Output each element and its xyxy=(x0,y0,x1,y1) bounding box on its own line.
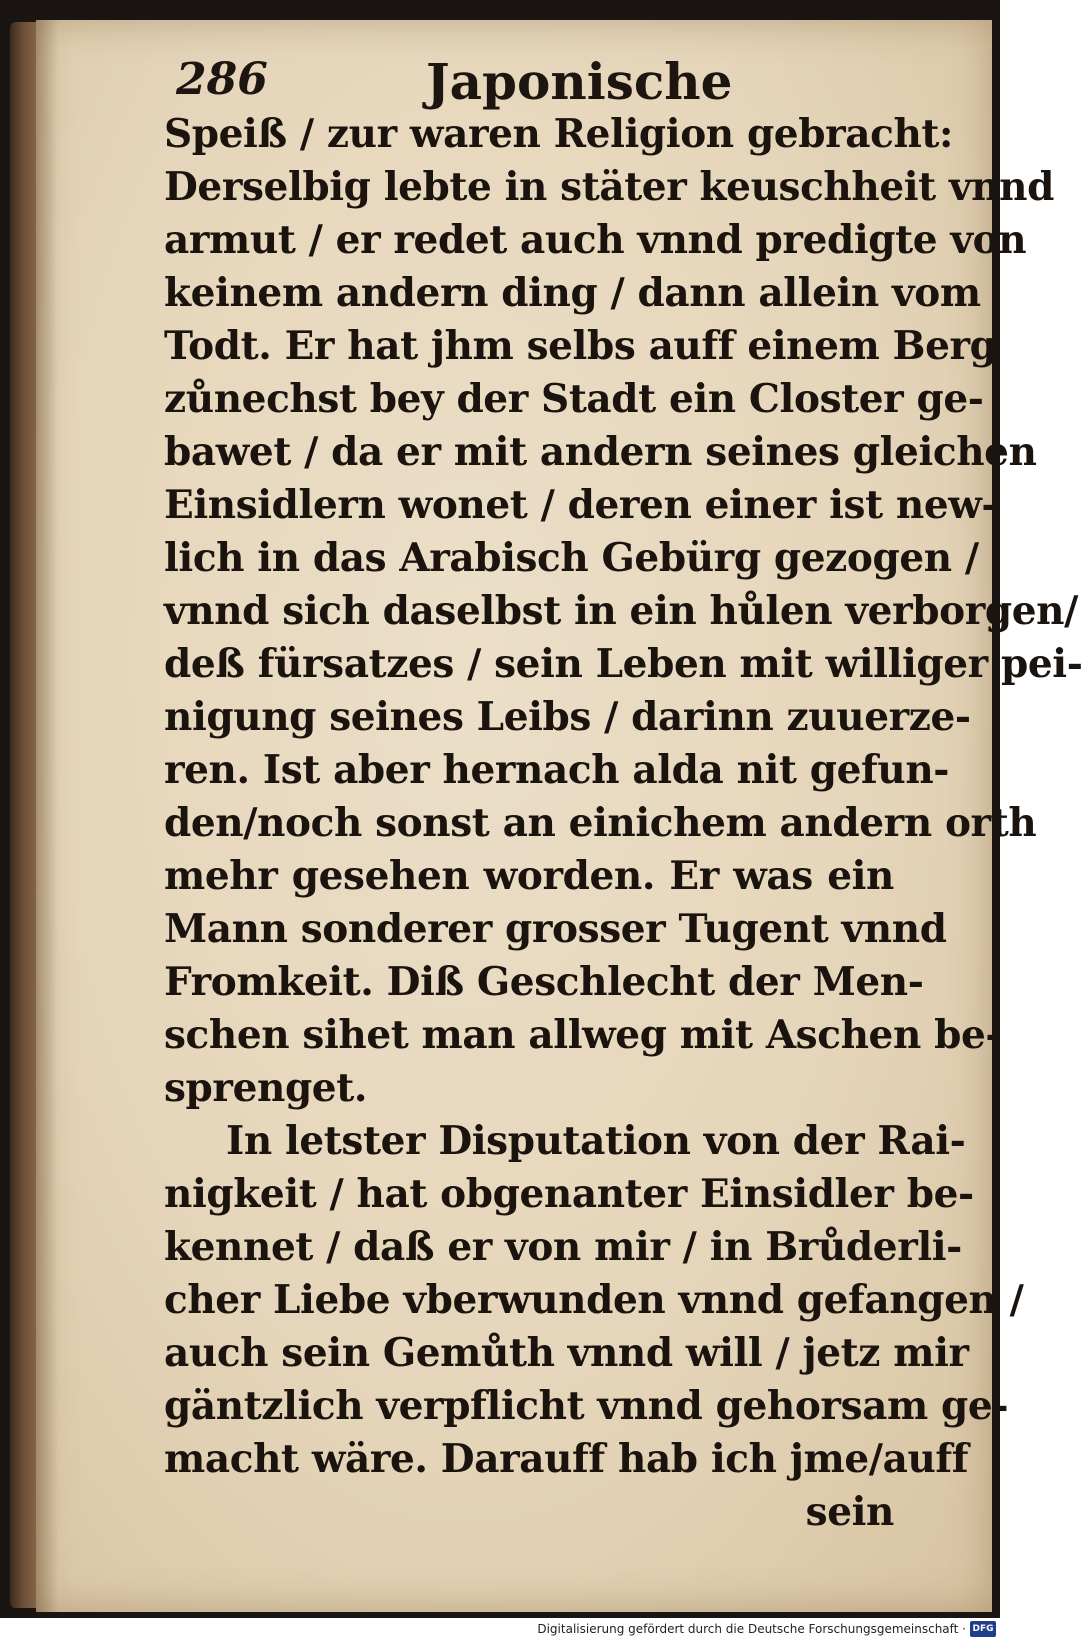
text-line: schen sihet man allweg mit Aschen be- xyxy=(164,1012,1002,1058)
digitization-footer xyxy=(0,1618,1000,1642)
text-line: Todt. Er hat jhm selbs auff einem Berg xyxy=(164,323,997,369)
text-line: den/noch sonst an einichem andern orth xyxy=(164,800,1037,846)
text-line: nigung seines Leibs / darinn zuuerze- xyxy=(164,694,971,740)
page-number: 286 xyxy=(176,54,268,105)
book-page xyxy=(36,20,1083,1612)
text-line: cher Liebe vberwunden vnnd gefangen / xyxy=(164,1277,1024,1323)
text-line: mehr gesehen worden. Er was ein xyxy=(164,853,894,899)
dfg-logo-icon: DFG xyxy=(970,1621,996,1637)
text-line: armut / er redet auch vnnd predigte von xyxy=(164,217,1027,263)
text-line: Derselbig lebte in stäter keuschheit vnnd xyxy=(164,164,1055,210)
text-line: bawet / da er mit andern seines gleichen xyxy=(164,429,1037,475)
paragraph-start-line: In letster Disputation von der Rai- xyxy=(226,1118,966,1164)
text-line: lich in das Arabisch Gebürg gezogen / xyxy=(164,535,979,581)
text-line: zůnechst bey der Stadt ein Closter ge- xyxy=(164,376,984,422)
text-line: Einsidlern wonet / deren einer ist new- xyxy=(164,482,998,528)
text-line: Speiß / zur waren Religion gebracht: xyxy=(164,111,954,157)
catchword: sein xyxy=(805,1489,894,1535)
text-line: vnnd sich daselbst in ein hůlen verborgen/ xyxy=(164,588,1078,634)
paragraph-end-line: sprenget. xyxy=(164,1065,368,1111)
text-line: kennet / daß er von mir / in Brůderli- xyxy=(164,1224,962,1270)
text-line: nigkeit / hat obgenanter Einsidler be- xyxy=(164,1171,974,1217)
body-text xyxy=(164,108,1083,1539)
text-line: Fromkeit. Diß Geschlecht der Men- xyxy=(164,959,924,1005)
text-line: Mann sonderer grosser Tugent vnnd xyxy=(164,906,947,952)
text-line: auch sein Gemůth vnnd will / jetz mir xyxy=(164,1330,969,1376)
funding-credit: Digitalisierung gefördert durch die Deutsche Forschungsgemeinschaft · xyxy=(537,1622,966,1636)
text-line: deß fürsatzes / sein Leben mit williger pei- xyxy=(164,641,1083,687)
running-head: Japonische xyxy=(426,52,733,111)
text-line: keinem andern ding / dann allein vom xyxy=(164,270,981,316)
text-line: gäntzlich verpflicht vnnd gehorsam ge- xyxy=(164,1383,1009,1429)
text-line: ren. Ist aber hernach alda nit gefun- xyxy=(164,747,950,793)
page-header xyxy=(176,48,733,112)
text-line: macht wäre. Darauff hab ich jme/auff xyxy=(164,1436,969,1482)
